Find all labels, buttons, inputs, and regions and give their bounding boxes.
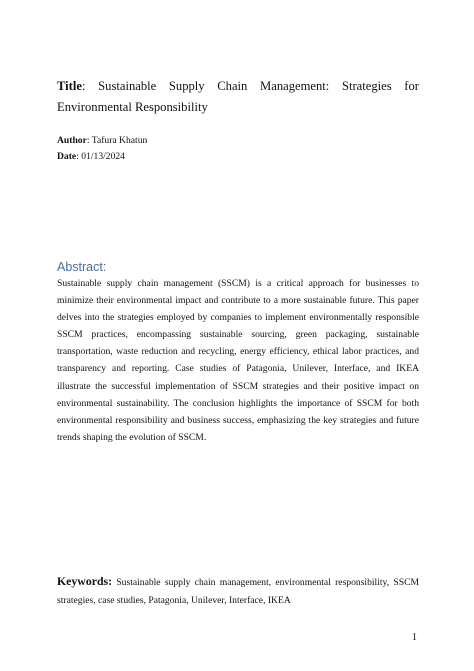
abstract-body: Sustainable supply chain management (SSCM) is a critical approach for businesses to minimize their environmental impact and contribute to a more sustainable future. This paper delves into the strategies employed by companies to implement environmentally responsible SSCM practices, encompassing sustainable sourcing, green packaging, sustainable transportation, waste reduction and recycling, energy efficiency, ethical labor practices, and transparency and reporting. Case studies of Patagonia, Unilever, Interface, and IKEA illustrate the successful implementation of SSCM strategies and their positive impact on environmental sustainability. The conclusion highlights the importance of SSCM for both environmental responsibility and business success, emphasizing the key strategies and future trends shaping the evolution of SSCM. [57, 278, 419, 443]
date-line [57, 150, 125, 164]
title-separator: : [81, 79, 99, 93]
date-value: 01/13/2024 [81, 151, 125, 162]
paper-title [57, 76, 419, 118]
date-separator: : [76, 151, 82, 162]
page-number: 1 [412, 632, 417, 643]
keywords-label: Keywords: [57, 574, 113, 588]
title-text: Sustainable Supply Chain Management: Strategies for Environmental Responsibility [57, 79, 419, 114]
keywords-paragraph [57, 572, 419, 610]
author-separator: : [86, 135, 92, 146]
keywords-text: Sustainable supply chain management, environmental responsibility, SSCM strategies, case studies, Patagonia, Unilever, Interface, IKEA [57, 577, 419, 606]
author-line [57, 134, 147, 148]
author-label: Author [57, 135, 87, 146]
date-label: Date [57, 151, 77, 162]
abstract-heading: Abstract: [57, 260, 107, 274]
author-name: Tafura Khatun [91, 135, 148, 146]
title-label: Title [57, 79, 82, 93]
